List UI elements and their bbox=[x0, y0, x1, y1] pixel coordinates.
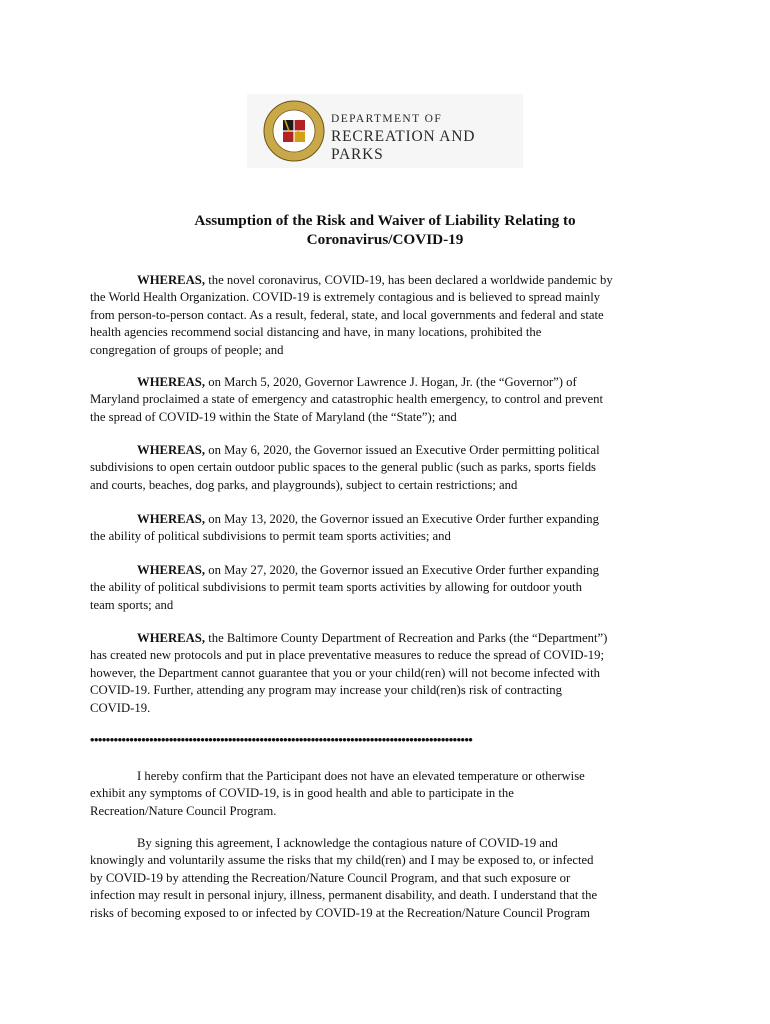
paragraph-line: I hereby confirm that the Participant does not have an elevated temperature or otherwise bbox=[137, 769, 585, 783]
county-seal-icon bbox=[263, 100, 325, 162]
paragraph-lead-line: WHEREAS, the Baltimore County Department of Recreation and Parks (the “Department”) bbox=[137, 631, 608, 645]
paragraph-line: risks of becoming exposed to or infected by COVID-19 at the Recreation/Nature Council Program bbox=[90, 905, 590, 920]
paragraph-line: COVID-19. Further, attending any program may increase your child(ren)s risk of contracting bbox=[90, 683, 562, 698]
document-title bbox=[90, 211, 680, 249]
paragraph-line: team sports; and bbox=[90, 597, 174, 612]
paragraph-line: exhibit any symptoms of COVID-19, is in good health and able to participate in the bbox=[90, 786, 514, 801]
confirmation-paragraph bbox=[90, 768, 690, 820]
separator-dots: ••••••••••••••••••••••••••••••••••••••••••••••••••••••••••••••••••••••••••••••••••••••••••••••••• bbox=[90, 733, 473, 747]
whereas-paragraph bbox=[90, 442, 690, 494]
paragraph-line: the spread of COVID-19 within the State of Maryland (the “State”); and bbox=[90, 409, 457, 424]
paragraph-lead-line: WHEREAS, on May 27, 2020, the Governor issued an Executive Order further expanding bbox=[137, 563, 599, 577]
department-logo bbox=[247, 94, 523, 168]
whereas-paragraph bbox=[90, 374, 690, 426]
logo-title-line1: DEPARTMENT OF bbox=[331, 113, 443, 125]
paragraph-lead-line: WHEREAS, the novel coronavirus, COVID-19, has been declared a worldwide pandemic by bbox=[137, 273, 613, 287]
paragraph-line: congregation of groups of people; and bbox=[90, 342, 284, 357]
paragraph-line: the ability of political subdivisions to permit team sports activities by allowing for outdoor youth bbox=[90, 580, 582, 595]
whereas-paragraph bbox=[90, 511, 690, 546]
paragraph-line: the ability of political subdivisions to permit team sports activities; and bbox=[90, 529, 451, 544]
paragraph-line: from person-to-person contact. As a result, federal, state, and local governments and federal and state bbox=[90, 307, 604, 322]
whereas-paragraph bbox=[90, 272, 690, 359]
paragraph-line: and courts, beaches, dog parks, and playgrounds), subject to certain restrictions; and bbox=[90, 477, 518, 492]
paragraph-line: subdivisions to open certain outdoor public spaces to the general public (such as parks, sports fields bbox=[90, 460, 596, 475]
paragraph-line: by COVID-19 by attending the Recreation/Nature Council Program, and that such exposure or bbox=[90, 870, 571, 885]
whereas-paragraph bbox=[90, 630, 690, 717]
whereas-label: WHEREAS, bbox=[137, 375, 206, 389]
paragraph-line: however, the Department cannot guarantee that you or your child(ren) will not become infected with bbox=[90, 665, 600, 680]
paragraph-line: health agencies recommend social distancing and have, in many locations, prohibited the bbox=[90, 325, 542, 340]
whereas-label: WHEREAS, bbox=[137, 563, 206, 577]
paragraph-lead-line: WHEREAS, on March 5, 2020, Governor Lawrence J. Hogan, Jr. (the “Governor”) of bbox=[137, 375, 577, 389]
logo-title-line2: RECREATION AND PARKS bbox=[331, 128, 476, 163]
paragraph-line: Recreation/Nature Council Program. bbox=[90, 803, 277, 818]
title-line: Assumption of the Risk and Waiver of Liability Relating to bbox=[194, 212, 576, 229]
paragraph-line: COVID-19. bbox=[90, 700, 151, 715]
agreement-paragraph bbox=[90, 835, 690, 922]
paragraph-line: has created new protocols and put in place preventative measures to reduce the spread of COVID-19; bbox=[90, 648, 605, 663]
whereas-label: WHEREAS, bbox=[137, 443, 206, 457]
whereas-label: WHEREAS, bbox=[137, 512, 206, 526]
whereas-label: WHEREAS, bbox=[137, 631, 206, 645]
paragraph-line: By signing this agreement, I acknowledge the contagious nature of COVID-19 and bbox=[137, 836, 558, 850]
paragraph-line: knowingly and voluntarily assume the risks that my child(ren) and I may be exposed to, or infected bbox=[90, 853, 594, 868]
paragraph-line: Maryland proclaimed a state of emergency and catastrophic health emergency, to control and prevent bbox=[90, 392, 604, 407]
whereas-paragraph bbox=[90, 562, 690, 614]
whereas-label: WHEREAS, bbox=[137, 273, 206, 287]
paragraph-line: the World Health Organization. COVID-19 is extremely contagious and is believed to spread mainly bbox=[90, 290, 601, 305]
paragraph-lead-line: WHEREAS, on May 13, 2020, the Governor issued an Executive Order further expanding bbox=[137, 512, 599, 526]
paragraph-line: infection may result in personal injury, illness, permanent disability, and death. I understand that the bbox=[90, 888, 598, 903]
title-line: Coronavirus/COVID-19 bbox=[306, 231, 464, 248]
paragraph-lead-line: WHEREAS, on May 6, 2020, the Governor issued an Executive Order permitting political bbox=[137, 443, 600, 457]
